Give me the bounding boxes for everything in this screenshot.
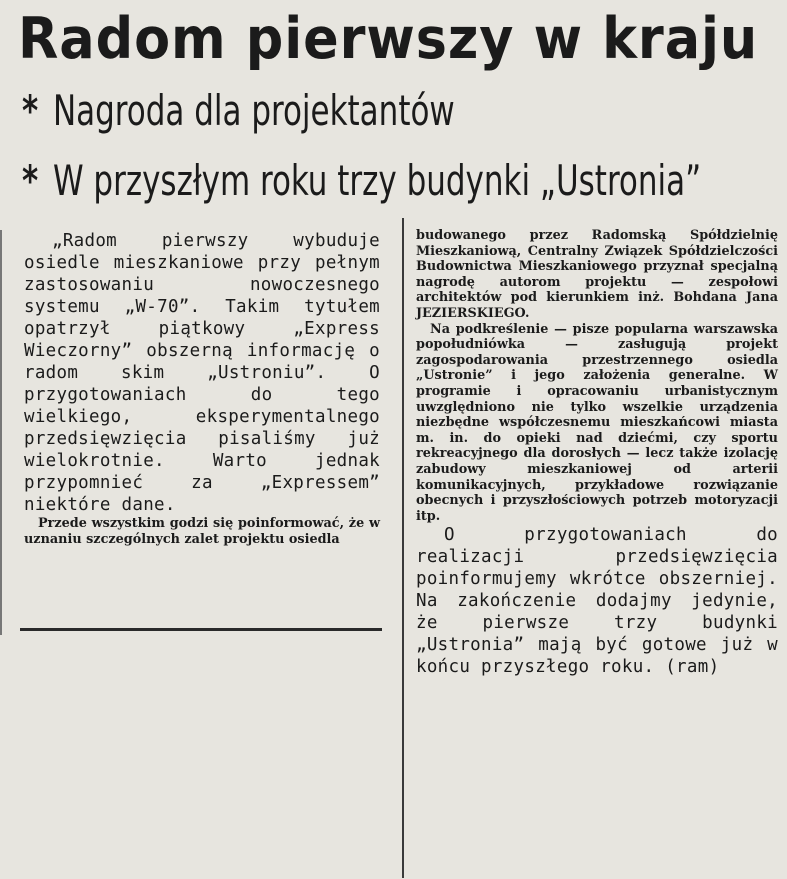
left-edge-rule (0, 230, 2, 635)
headline: Radom pierwszy w kraju (18, 6, 759, 72)
column-divider (402, 218, 404, 878)
column-end-rule (20, 628, 382, 631)
right-small-paragraph-1: budowanego przez Radomską Spółdzielnię Mieszkaniową, Centralny Związek Spółdzielczości Budownictwa Mieszkaniowego przyznał specjalną nagrodę autorom projektu — zespołowi architektów pod kierunkiem inż. Bohdana Jana JEZIERSKIEGO. (416, 228, 778, 321)
subheadline-1 (22, 86, 455, 136)
asterisk-bullet: * (22, 86, 39, 135)
lead-paragraph: „Radom pierwszy wybuduje osiedle mieszkaniowe przy pełnym zastosowaniu nowoczesnego systemu „W-70”. Takim tytułem opatrzył piątkowy „Express Wieczorny” obszerną informację o radom skim „Ustroniu”. O przygotowaniach do tego wielkiego, eksperymentalnego przedsięwzięcia pisaliśmy już wielokrotnie. Warto jednak przypomnieć za „Expressem” niektóre dane. (24, 231, 380, 515)
right-small-paragraph-2: Na podkreślenie — pisze popularna warszawska popołudniówka — zasługują projekt zagospodarowania przestrzennego osiedla „Ustronie” i jego założenia generalne. W programie i opracowaniu urbanistycznym uwzględniono nie tylko wszelkie urządzenia niezbędne współczesnemu mieszkańcowi miasta m. in. do opieki nad dziećmi, czy sportu rekreacyjnego dla dorosłych — lecz także izolację zabudowy mieszkaniowej od arterii komunikacyjnych, przykładowe rozwiązanie obecnych i przyszłościowych potrzeb motoryzacji itp. (416, 321, 778, 524)
subheadline-text: Nagroda dla projektantów (52, 86, 455, 135)
left-small-paragraph: Przede wszystkim godzi się poinformować, że w uznaniu szczególnych zalet projektu osiedla (24, 516, 380, 547)
subheadline-2 (22, 156, 701, 206)
closing-paragraph: O przygotowaniach do realizacji przedsięwzięcia poinformujemy wkrótce obszerniej. Na zakończenie dodajmy jedynie, że pierwsze trzy budynki „Ustronia” mają być gotowe już w końcu przyszłego roku. (ram) (416, 525, 778, 678)
asterisk-bullet: * (22, 156, 39, 205)
left-column (24, 230, 380, 547)
subheadline-text: W przyszłym roku trzy budynki „Ustronia” (52, 156, 702, 205)
right-column (416, 228, 778, 678)
